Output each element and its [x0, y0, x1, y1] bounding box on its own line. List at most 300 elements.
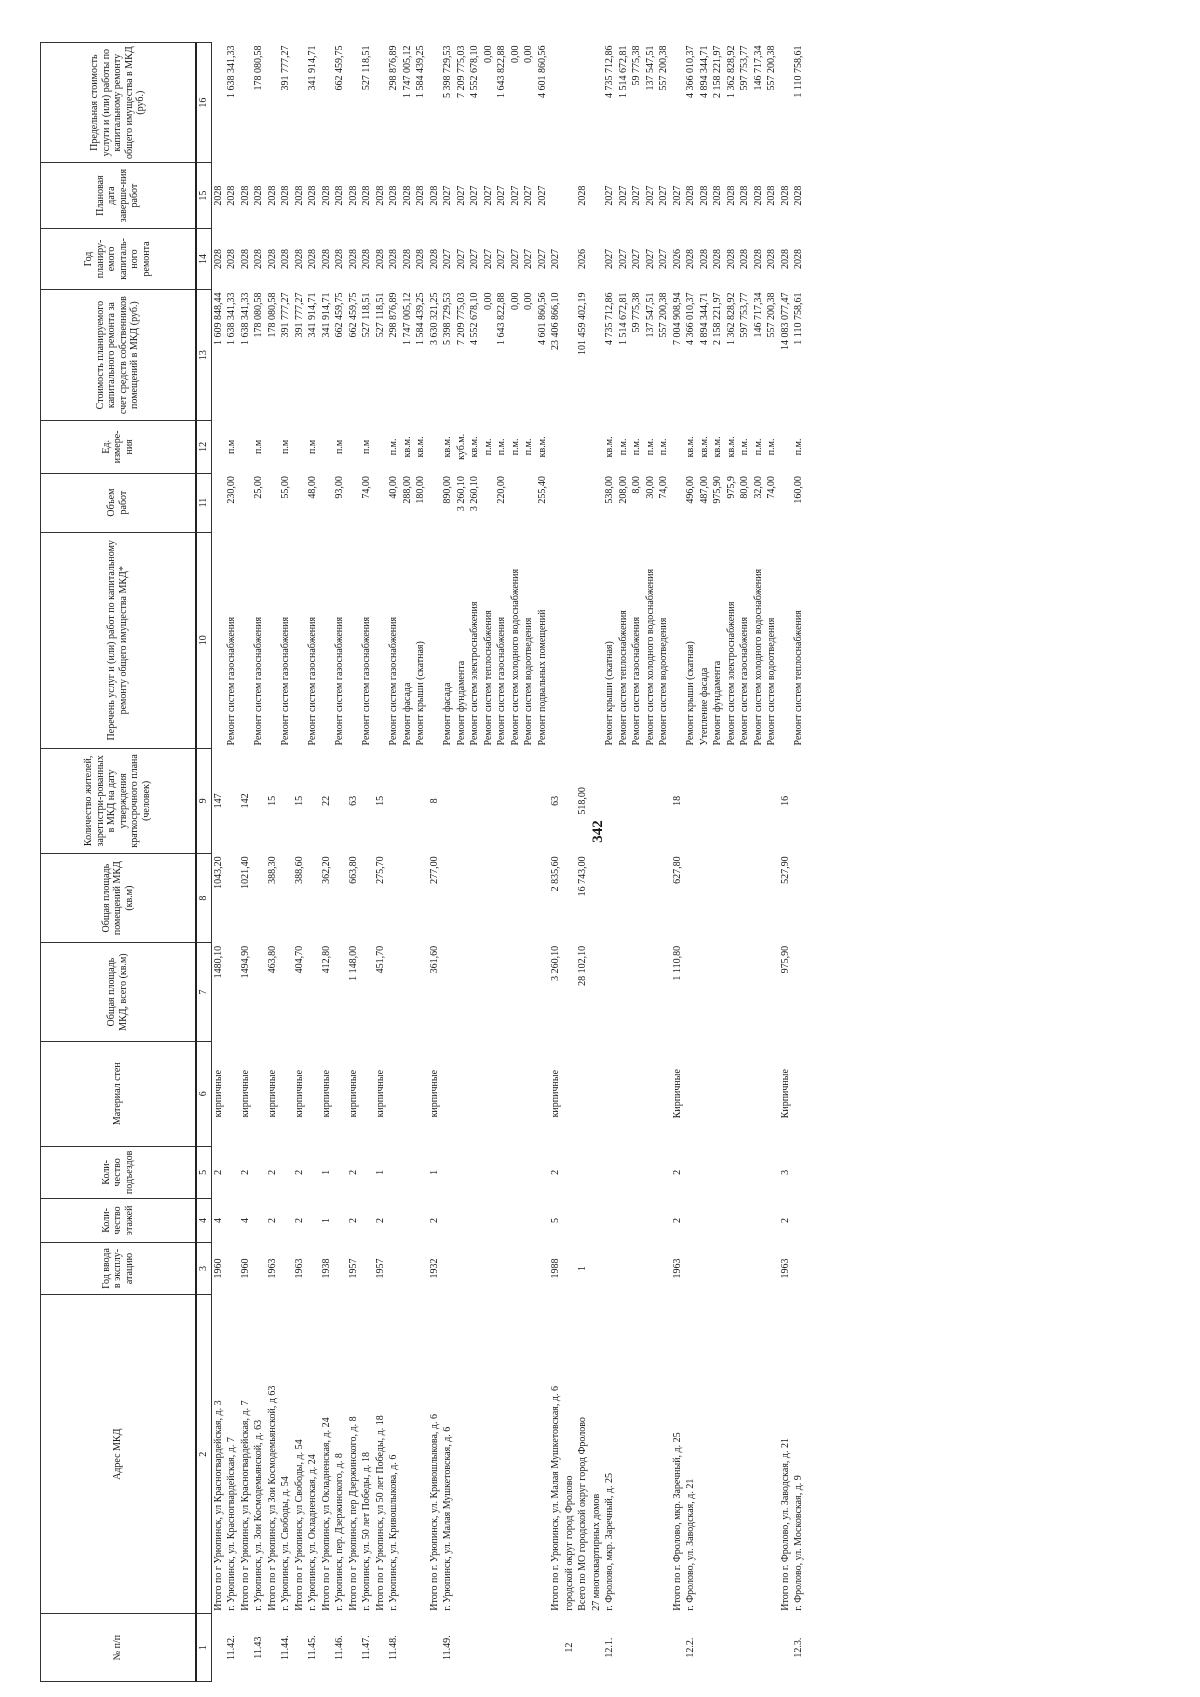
table-cell	[792, 853, 806, 943]
table-cell: 1 747 005,12	[401, 45, 413, 98]
table-cell	[455, 1146, 469, 1198]
table-cell: 2	[293, 1169, 305, 1175]
table-cell: 1	[320, 1169, 332, 1175]
table-cell	[590, 163, 604, 229]
table-row	[428, 43, 442, 1682]
table-cell: 2028	[280, 185, 291, 206]
table-row	[549, 43, 563, 1682]
table-cell: 2027	[482, 248, 494, 269]
table-cell: 2027	[482, 185, 494, 206]
table-cell: Итого по г Урюпинск, ул Красногвардейская, д. 7	[239, 1400, 251, 1611]
table-cell: Всего по МО городской округ город Фролово	[577, 1417, 588, 1611]
table-cell: 11.47.	[361, 1635, 372, 1660]
header-cell: Адрес МКД	[41, 1295, 196, 1614]
table-cell	[725, 853, 739, 943]
table-cell: 1494,90	[239, 945, 251, 979]
table-cell: 1 584 439,25	[415, 45, 426, 98]
table-cell	[738, 1295, 752, 1614]
table-cell	[765, 1199, 779, 1243]
table-cell	[522, 748, 536, 853]
table-cell: 2028	[361, 248, 372, 269]
table-cell: 2028	[212, 185, 224, 206]
table-cell	[401, 943, 415, 1041]
table-cell: 2028	[725, 185, 737, 206]
table-cell	[711, 1295, 725, 1614]
table-cell	[576, 1614, 590, 1682]
table-cell	[738, 1199, 752, 1243]
table-cell	[563, 853, 577, 943]
table-cell: 11.42.	[226, 1635, 237, 1660]
table-cell: п.м.	[523, 438, 534, 456]
table-cell	[225, 1199, 239, 1243]
table-row	[468, 43, 482, 1682]
table-cell: 2028	[266, 185, 278, 206]
table-cell	[468, 1199, 482, 1243]
table-cell	[360, 853, 374, 943]
table-row	[752, 43, 766, 1682]
table-cell	[792, 748, 806, 853]
table-row	[792, 43, 806, 1682]
table-cell: 391 777,27	[280, 292, 291, 338]
table-cell	[428, 473, 442, 532]
table-cell: 2	[671, 1217, 683, 1223]
table-cell: 2	[266, 1169, 278, 1175]
table-cell: Ремонт подвальных помещений	[536, 609, 548, 746]
table-cell	[414, 748, 428, 853]
table-cell: п.м	[253, 439, 264, 454]
table-cell	[657, 1146, 671, 1198]
table-cell: 2028	[334, 185, 345, 206]
table-cell	[725, 1041, 739, 1146]
table-cell: 1963	[266, 1258, 278, 1279]
table-cell: Итого по г Урюпинск, ул Зои Космодемьянской, д 63	[266, 1385, 278, 1611]
table-cell	[401, 1242, 415, 1294]
table-cell: 361,60	[428, 945, 440, 974]
table-cell: 2027	[536, 248, 548, 269]
table-cell	[536, 1242, 550, 1294]
table-cell: 2027	[523, 248, 534, 269]
table-cell	[509, 1242, 523, 1294]
table-cell	[765, 1295, 779, 1614]
table-cell	[279, 748, 293, 853]
table-cell: 178 080,58	[266, 292, 278, 338]
table-cell: Ремонт крыши (скатная)	[685, 641, 696, 746]
table-cell: 412,80	[320, 945, 332, 974]
table-cell	[414, 853, 428, 943]
table-cell	[684, 853, 698, 943]
column-number: 12	[196, 421, 212, 473]
table-cell: 3 260,10	[455, 476, 467, 512]
table-cell	[347, 43, 361, 163]
table-cell: 2026	[577, 248, 588, 269]
table-cell: 2027	[631, 248, 642, 269]
table-cell	[657, 1614, 671, 1682]
table-cell: 2028	[415, 185, 426, 206]
table-cell	[536, 943, 550, 1041]
table-cell	[279, 853, 293, 943]
table-cell	[738, 1242, 752, 1294]
table-cell: 2028	[685, 248, 696, 269]
table-cell: кв.м.	[685, 436, 696, 458]
table-cell	[698, 1295, 712, 1614]
header-cell: Общая площадь МКД, всего (кв.м)	[41, 943, 196, 1041]
table-cell	[603, 748, 617, 853]
table-cell: Ремонт крыши (скатная)	[415, 641, 426, 746]
table-cell	[360, 1199, 374, 1243]
table-row	[509, 43, 523, 1682]
table-cell: 2028	[293, 185, 305, 206]
table-cell	[455, 1242, 469, 1294]
table-row	[590, 43, 604, 1682]
table-row	[563, 43, 577, 1682]
table-cell	[441, 748, 455, 853]
table-cell: 2028	[793, 185, 804, 206]
table-cell: 48,00	[307, 476, 318, 499]
table-cell	[482, 943, 496, 1041]
table-cell	[428, 1614, 442, 1682]
table-cell: 518,00	[577, 787, 588, 815]
table-cell	[522, 473, 536, 532]
table-cell: 5 398 729,53	[442, 292, 453, 346]
table-cell: 1 643 822,88	[496, 292, 507, 346]
column-number-row	[196, 43, 212, 1682]
table-cell	[252, 1041, 266, 1146]
table-cell: 2027	[442, 185, 453, 206]
table-cell	[414, 1242, 428, 1294]
table-cell: Ремонт систем холодного водоснабжения	[752, 568, 764, 746]
table-cell: 4 552 678,10	[469, 292, 480, 346]
table-cell: 4 894 344,71	[698, 292, 710, 346]
table-cell	[455, 1295, 469, 1614]
table-cell: 1 584 439,25	[415, 292, 426, 346]
table-cell: кирпичные	[347, 1069, 359, 1118]
table-cell	[576, 421, 590, 473]
table-row	[765, 43, 779, 1682]
table-cell	[333, 748, 347, 853]
table-cell: 2028	[388, 248, 399, 269]
table-cell	[563, 943, 577, 1041]
table-cell	[522, 1295, 536, 1614]
table-cell	[441, 1199, 455, 1243]
table-cell	[536, 748, 550, 853]
table-cell: Ремонт фундамента	[455, 660, 467, 746]
table-cell	[671, 473, 685, 532]
table-cell: 2028	[226, 185, 237, 206]
table-cell	[536, 1614, 550, 1682]
table-row	[630, 43, 644, 1682]
table-cell: 93,00	[334, 476, 345, 499]
table-cell	[698, 1146, 712, 1198]
table-cell	[468, 1614, 482, 1682]
table-cell: 1 643 822,88	[496, 45, 507, 98]
table-cell: 74,00	[766, 476, 777, 499]
table-cell	[414, 1295, 428, 1614]
table-cell: 1	[428, 1169, 440, 1175]
table-cell	[752, 1041, 766, 1146]
table-row	[293, 43, 307, 1682]
table-cell	[657, 1242, 671, 1294]
table-row	[401, 43, 415, 1682]
table-cell: 2027	[496, 248, 507, 269]
table-cell: Ремонт систем теплоснабжения	[793, 610, 804, 746]
table-cell	[347, 473, 361, 532]
table-cell	[279, 1041, 293, 1146]
table-cell: 101 459 402,19	[577, 292, 588, 356]
table-cell: 2028	[428, 248, 440, 269]
table-cell	[630, 943, 644, 1041]
table-cell: 55,00	[280, 476, 291, 499]
table-cell	[320, 1614, 334, 1682]
header-cell: № п/п	[41, 1614, 196, 1682]
table-cell	[752, 1295, 766, 1614]
table-cell: 4	[212, 1217, 224, 1223]
table-cell: 3	[779, 1169, 791, 1175]
table-cell: 388,30	[266, 856, 278, 884]
header-cell: Год планиру-емого капиталь-ного ремонта	[41, 228, 196, 289]
table-cell: Ремонт систем водоотведения	[766, 617, 777, 746]
table-row	[671, 43, 685, 1682]
table-cell: 220,00	[496, 476, 507, 504]
table-cell: 1 747 005,12	[401, 292, 413, 346]
table-cell: 298 876,89	[388, 45, 399, 91]
table-cell	[509, 1146, 523, 1198]
table-cell	[684, 943, 698, 1041]
table-cell	[725, 943, 739, 1041]
table-cell: 2028	[307, 185, 318, 206]
table-cell	[549, 532, 563, 748]
table-cell: 2	[347, 1169, 359, 1175]
table-cell	[563, 1199, 577, 1243]
table-cell	[468, 1242, 482, 1294]
table-cell	[563, 421, 577, 473]
table-cell: 137 547,51	[644, 45, 656, 91]
table-cell: 2027	[496, 185, 507, 206]
table-cell: кирпичные	[239, 1069, 251, 1118]
table-cell: 2028	[779, 248, 791, 269]
table-cell: г. Фролово, мкр. Заречный, д. 25	[604, 1473, 615, 1611]
table-cell: 2028	[766, 185, 777, 206]
table-cell	[698, 1614, 712, 1682]
table-cell	[684, 1041, 698, 1146]
table-cell: 362,20	[320, 856, 332, 884]
table-cell: кв.м.	[415, 436, 426, 458]
table-cell: 388,60	[293, 856, 305, 884]
table-cell: 147	[212, 793, 224, 809]
table-cell: 2028	[752, 248, 764, 269]
table-cell	[279, 1146, 293, 1198]
table-cell: 4 366 010,37	[685, 292, 696, 346]
table-cell: Ремонт фундамента	[712, 660, 723, 746]
table-cell	[536, 1146, 550, 1198]
table-cell: 2028	[293, 248, 305, 269]
table-row	[279, 43, 293, 1682]
table-cell	[320, 532, 334, 748]
table-cell: 2028	[253, 185, 264, 206]
table-row	[738, 43, 752, 1682]
table-cell: 5 398 729,53	[442, 45, 453, 98]
table-cell	[306, 1146, 320, 1198]
table-cell: 2028	[307, 248, 318, 269]
table-cell	[266, 421, 280, 473]
table-cell	[401, 1199, 415, 1243]
table-cell: 11.43	[253, 1636, 264, 1659]
table-row	[657, 43, 671, 1682]
table-cell	[387, 1146, 401, 1198]
table-cell	[509, 1295, 523, 1614]
table-cell	[630, 1146, 644, 1198]
table-row	[644, 43, 658, 1682]
table-cell: п.м.	[739, 438, 750, 456]
table-cell: 1 638 341,33	[226, 292, 237, 346]
table-cell	[414, 1199, 428, 1243]
table-cell	[509, 943, 523, 1041]
table-cell: 1960	[239, 1258, 251, 1279]
table-cell: 15	[374, 795, 386, 806]
table-cell: 341 914,71	[320, 292, 332, 338]
table-cell: п.м.	[617, 438, 629, 456]
table-cell: куб.м.	[455, 433, 467, 460]
table-cell: 890,00	[442, 476, 453, 504]
table-row	[252, 43, 266, 1682]
table-cell	[590, 290, 604, 421]
table-cell: 28 102,10	[577, 945, 588, 986]
table-cell: 3 260,10	[550, 945, 561, 981]
table-cell	[603, 943, 617, 1041]
table-cell: 2028	[793, 248, 804, 269]
table-cell: 63	[347, 795, 359, 806]
table-cell	[252, 1242, 266, 1294]
table-cell	[211, 421, 225, 473]
table-cell	[549, 1614, 563, 1682]
table-cell	[414, 1146, 428, 1198]
table-cell: г. Урюпинск, ул. Зои Космодемьянской, д. 63	[253, 1419, 264, 1611]
table-cell: 160,00	[793, 476, 804, 504]
table-cell: 2028	[266, 248, 278, 269]
table-cell: 11.44.	[280, 1635, 291, 1660]
table-cell: 2 835,60	[550, 856, 561, 892]
column-number: 13	[196, 290, 212, 421]
table-cell	[252, 1199, 266, 1243]
table-cell: 2027	[536, 185, 548, 206]
table-cell	[225, 943, 239, 1041]
column-number: 9	[196, 748, 212, 853]
table-cell: 527 118,51	[374, 292, 386, 338]
header-cell: Предельная стоимость услуги и (или) работы по капитальному ремонту общего имущества в МКД (руб.)	[41, 43, 196, 163]
table-cell: 2028	[712, 185, 723, 206]
table-cell	[590, 1199, 604, 1243]
column-number: 14	[196, 228, 212, 289]
table-cell: 5	[550, 1217, 561, 1223]
table-body	[211, 43, 806, 1682]
table-cell	[590, 43, 604, 163]
table-cell: 2	[779, 1217, 791, 1223]
table-cell: 1	[374, 1169, 386, 1175]
table-cell	[225, 1041, 239, 1146]
table-cell	[752, 1614, 766, 1682]
table-row	[320, 43, 334, 1682]
table-cell	[482, 748, 496, 853]
table-cell	[630, 1199, 644, 1243]
table-cell: кирпичные	[293, 1069, 305, 1118]
table-cell	[482, 473, 496, 532]
table-cell	[374, 532, 388, 748]
column-number: 5	[196, 1146, 212, 1198]
table-cell: Ремонт систем газоснабжения	[226, 616, 237, 746]
table-cell	[428, 43, 442, 163]
table-cell	[765, 1242, 779, 1294]
table-cell: 2	[293, 1217, 305, 1223]
table-cell: 298 876,89	[388, 292, 399, 338]
table-cell: 1 148,00	[347, 945, 359, 981]
table-cell: Итого по г. Фролово, ул. Заводская, д. 21	[779, 1437, 791, 1611]
table-cell: 0,00	[482, 45, 494, 63]
table-cell: 16	[779, 795, 791, 806]
table-cell: Ремонт систем теплоснабжения	[482, 610, 494, 746]
table-cell	[576, 43, 590, 163]
table-row	[455, 43, 469, 1682]
table-cell: 27 многоквартирных домов	[590, 1493, 602, 1611]
table-cell	[711, 853, 725, 943]
table-cell: 230,00	[226, 476, 237, 504]
table-cell	[657, 1199, 671, 1243]
table-cell	[792, 1041, 806, 1146]
table-cell	[563, 1242, 577, 1294]
table-cell	[752, 1146, 766, 1198]
table-cell	[644, 1041, 658, 1146]
table-cell	[252, 853, 266, 943]
table-cell	[657, 943, 671, 1041]
table-cell	[563, 43, 577, 163]
table-cell	[239, 1614, 253, 1682]
table-cell	[509, 473, 523, 532]
table-cell: кирпичные	[550, 1069, 561, 1118]
table-cell	[563, 163, 577, 229]
table-cell	[482, 1242, 496, 1294]
table-cell: 2028	[779, 185, 791, 206]
table-cell: 4 601 860,56	[536, 292, 548, 346]
table-cell: 527 118,51	[361, 292, 372, 338]
table-cell	[738, 853, 752, 943]
rotated-page	[40, 42, 1190, 1682]
table-cell: 2028	[212, 248, 224, 269]
table-cell	[293, 421, 307, 473]
table-cell	[347, 532, 361, 748]
table-cell	[401, 748, 415, 853]
table-cell	[549, 473, 563, 532]
table-row	[333, 43, 347, 1682]
table-cell: 180,00	[415, 476, 426, 504]
table-cell: 2027	[631, 185, 642, 206]
table-cell	[711, 1199, 725, 1243]
table-cell: 662 459,75	[334, 292, 345, 338]
table-cell	[414, 1041, 428, 1146]
table-cell: 2027	[671, 185, 683, 206]
table-cell: 74,00	[658, 476, 669, 499]
table-cell	[711, 748, 725, 853]
table-cell: 2026	[671, 248, 683, 269]
table-cell: п.м.	[752, 438, 764, 456]
table-cell	[536, 1295, 550, 1614]
table-cell	[563, 228, 577, 289]
table-cell	[576, 532, 590, 748]
table-cell	[590, 943, 604, 1041]
header-cell: Коли-чество этажей	[41, 1199, 196, 1243]
table-cell	[239, 421, 253, 473]
table-cell	[630, 748, 644, 853]
table-cell	[630, 1242, 644, 1294]
header-cell: Ед. измере-ния	[41, 421, 196, 473]
table-cell	[441, 1041, 455, 1146]
